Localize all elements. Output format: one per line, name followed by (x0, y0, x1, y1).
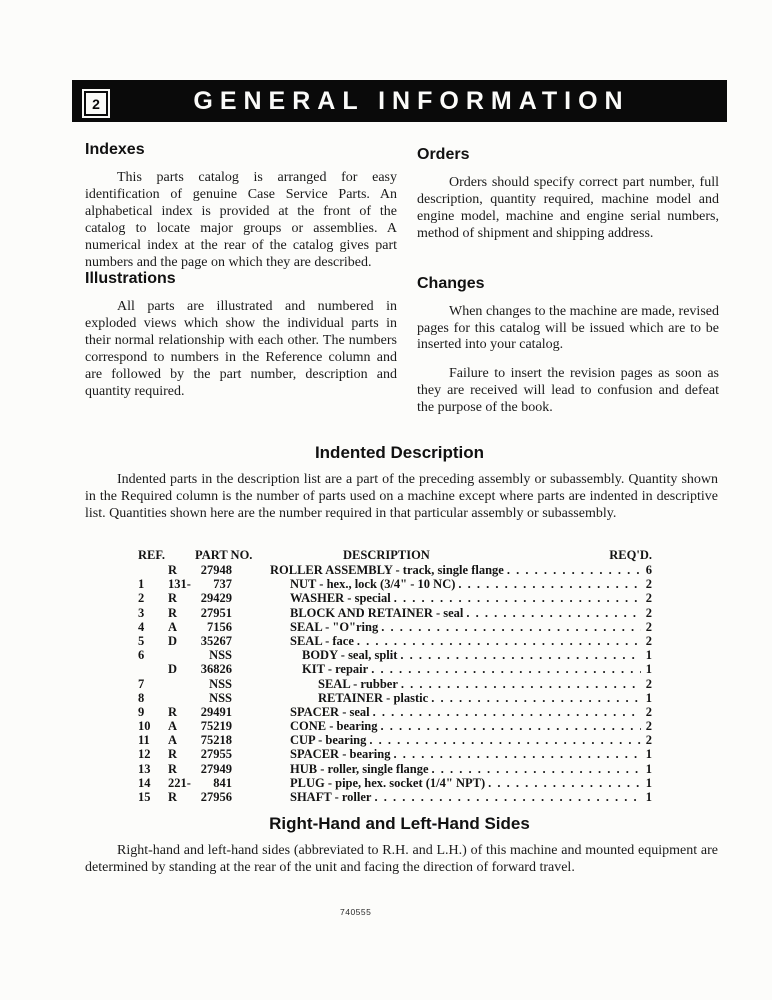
cell-part-prefix: 131- (168, 577, 191, 592)
cell-description (232, 662, 652, 677)
description-text: RETAINER - plastic (318, 690, 429, 705)
section-body-changes-1: When changes to the machine are made, revised pages for this catalog will be issued which are to be inserted into your catalog. (417, 303, 719, 353)
cell-description (232, 705, 652, 720)
cell-part-prefix: A (168, 733, 178, 748)
table-row (138, 705, 652, 719)
cell-quantity: 2 (645, 676, 652, 691)
cell-part-number: 36826 (200, 662, 232, 677)
cell-description (232, 719, 652, 734)
section-body-orders: Orders should specify correct part number, full description, quantity required, machine model and engine model, machine and engine serial numbers, method of shipment and shipping address. (417, 175, 719, 241)
table-row (138, 677, 652, 691)
cell-ref: 14 (138, 775, 151, 790)
table-row (138, 563, 652, 577)
cell-part-number: 29491 (200, 704, 232, 719)
cell-quantity: 1 (645, 790, 652, 804)
parts-table-body (138, 563, 652, 804)
section-heading-indented-description: Indented Description (314, 443, 485, 462)
cell-part-number: 75219 (200, 719, 232, 734)
cell-part-prefix: R (168, 605, 178, 620)
cell-description (232, 790, 652, 805)
cell-part-number: 35267 (200, 633, 232, 648)
table-row (138, 606, 652, 620)
dot-leader (400, 648, 641, 663)
cell-part-number: 27951 (200, 605, 232, 620)
cell-quantity: 1 (645, 775, 652, 790)
dot-leader (374, 790, 641, 805)
cell-description (232, 577, 652, 592)
cell-part-number: 27948 (200, 563, 232, 577)
description-text: SEAL - rubber (318, 676, 398, 691)
cell-part-prefix: R (168, 591, 178, 606)
dot-leader (431, 691, 641, 706)
cell-part-number: NSS (209, 690, 232, 705)
section-heading-illustrations: Illustrations (85, 270, 176, 288)
cell-quantity: 2 (645, 704, 652, 719)
dot-leader (394, 591, 641, 606)
cell-quantity: 1 (645, 690, 652, 705)
section-body-indented-description: Indented parts in the description list are a part of the preceding assembly or subassembly. Quantity shown in the Required column is the number of parts used on a machine except where parts are indented in descriptive list. Quantities shown here are the number required in that particular assembly or subassembly. (85, 472, 718, 522)
table-row (138, 747, 652, 761)
cell-ref: 5 (138, 633, 145, 648)
cell-quantity: 1 (645, 662, 652, 677)
table-row (138, 662, 652, 676)
cell-quantity: 6 (645, 563, 652, 577)
dot-leader (466, 606, 641, 621)
cell-part-number: 27955 (200, 747, 232, 762)
cell-part-number: 27949 (200, 761, 232, 776)
description-text: WASHER - special (290, 591, 391, 606)
cell-ref: 2 (138, 591, 145, 606)
dot-leader (432, 762, 641, 777)
footer-form-number: 740555 (340, 907, 372, 917)
cell-ref: 7 (138, 676, 145, 691)
description-text: NUT - hex., lock (3/4" - 10 NC) (290, 577, 456, 592)
cell-ref: 11 (138, 733, 150, 748)
description-text: KIT - repair (302, 662, 369, 677)
cell-quantity: 1 (645, 761, 652, 776)
parts-table-header (138, 548, 652, 563)
table-row (138, 591, 652, 605)
section-body-sides: Right-hand and left-hand sides (abbreviated to R.H. and L.H.) of this machine and mounted equipment are determined by standing at the rear of the unit and facing the direction of forward travel. (85, 843, 718, 876)
cell-quantity: 2 (645, 733, 652, 748)
cell-ref: 15 (138, 790, 151, 804)
page-number-box (84, 91, 108, 116)
column-header-ref: REF. (138, 548, 165, 562)
cell-part-prefix: R (168, 704, 178, 719)
cell-part-prefix: D (168, 662, 178, 677)
cell-ref: 12 (138, 747, 151, 762)
column-header-part-no: PART NO. (195, 548, 253, 562)
page-header-bar (72, 80, 727, 122)
cell-part-prefix: 221- (168, 775, 191, 790)
description-text: HUB - roller, single flange (290, 761, 429, 776)
cell-part-prefix: R (168, 563, 178, 577)
cell-description (232, 776, 652, 791)
description-text: SHAFT - roller (290, 790, 372, 804)
page-number: 2 (92, 95, 100, 112)
dot-leader (458, 577, 641, 592)
table-row (138, 790, 652, 804)
cell-ref: 10 (138, 719, 151, 734)
description-text: SPACER - seal (290, 704, 370, 719)
dot-leader (381, 620, 641, 635)
cell-quantity: 2 (645, 619, 652, 634)
table-row (138, 733, 652, 747)
cell-part-number: 29429 (200, 591, 232, 606)
cell-description (232, 606, 652, 621)
table-row (138, 620, 652, 634)
cell-quantity: 2 (645, 591, 652, 606)
section-heading-changes: Changes (417, 274, 485, 292)
cell-part-number: 75218 (200, 733, 232, 748)
cell-part-number: 27956 (200, 790, 232, 804)
page-title: GENERAL INFORMATION (193, 86, 630, 115)
cell-ref: 1 (138, 577, 145, 592)
column-header-description: DESCRIPTION (343, 548, 430, 562)
table-row (138, 634, 652, 648)
dot-leader (401, 677, 641, 692)
table-row (138, 691, 652, 705)
table-row (138, 762, 652, 776)
description-text: CUP - bearing (290, 733, 367, 748)
description-text: ROLLER ASSEMBLY - track, single flange (270, 563, 504, 577)
cell-ref: 6 (138, 648, 145, 663)
section-body-changes-2: Failure to insert the revision pages as soon as they are received will lead to confusion and defeat the purpose of the book. (417, 366, 719, 416)
cell-part-prefix: A (168, 719, 178, 734)
cell-description (232, 591, 652, 606)
cell-quantity: 2 (645, 577, 652, 592)
cell-part-prefix: R (168, 761, 178, 776)
cell-ref: 8 (138, 690, 145, 705)
table-row (138, 776, 652, 790)
left-column (85, 142, 397, 401)
cell-ref: 4 (138, 619, 145, 634)
cell-description (232, 677, 652, 692)
description-text: BODY - seal, split (302, 648, 398, 663)
dot-leader (357, 634, 641, 649)
section-body-illustrations: All parts are illustrated and numbered in exploded views which show the individual parts in their normal relationship with each other. The numbers correspond to numbers in the Reference column and are followed by the part number, description and quantity required. (85, 299, 397, 399)
table-row (138, 648, 652, 662)
cell-description (232, 563, 652, 578)
description-text: SEAL - face (290, 633, 354, 648)
cell-part-number: 7156 (207, 619, 232, 634)
cell-quantity: 2 (645, 719, 652, 734)
cell-ref: 13 (138, 761, 151, 776)
dot-leader (381, 719, 642, 734)
section-heading-orders: Orders (417, 146, 470, 163)
description-text: CONE - bearing (290, 719, 378, 734)
cell-description (232, 747, 652, 762)
table-row (138, 719, 652, 733)
cell-description (232, 733, 652, 748)
dot-leader (369, 733, 641, 748)
cell-part-number: NSS (209, 676, 232, 691)
cell-ref: 3 (138, 605, 145, 620)
cell-ref: 9 (138, 704, 145, 719)
cell-quantity: 2 (645, 605, 652, 620)
right-column (417, 147, 719, 417)
section-body-indexes: This parts catalog is arranged for easy identification of genuine Case Service Parts. An alphabetical index is provided at the front of the catalog to locate major groups or assemblies. A numerical index at the rear of the catalog gives part numbers and the page on which they are described. (85, 170, 397, 270)
cell-quantity: 1 (645, 747, 652, 762)
dot-leader (371, 662, 641, 677)
cell-description (232, 762, 652, 777)
parts-table (138, 548, 652, 804)
cell-part-number: 737 (213, 577, 232, 592)
cell-quantity: 2 (645, 633, 652, 648)
cell-description (232, 648, 652, 663)
dot-leader (507, 563, 641, 578)
cell-part-prefix: A (168, 619, 178, 634)
cell-description (232, 691, 652, 706)
dot-leader (393, 747, 641, 762)
section-heading-sides: Right-Hand and Left-Hand Sides (269, 814, 530, 833)
column-header-reqd: REQ'D. (609, 548, 652, 562)
table-row (138, 577, 652, 591)
cell-part-number: NSS (209, 648, 232, 663)
cell-description (232, 634, 652, 649)
cell-part-prefix: D (168, 633, 178, 648)
section-heading-indexes: Indexes (85, 141, 145, 158)
description-text: SPACER - bearing (290, 747, 391, 762)
description-text: PLUG - pipe, hex. socket (1/4" NPT) (290, 775, 486, 790)
cell-part-number: 841 (213, 775, 232, 790)
cell-part-prefix: R (168, 790, 178, 804)
cell-description (232, 620, 652, 635)
cell-part-prefix: R (168, 747, 178, 762)
description-text: SEAL - "O"ring (290, 619, 379, 634)
cell-quantity: 1 (645, 648, 652, 663)
dot-leader (488, 776, 641, 791)
description-text: BLOCK AND RETAINER - seal (290, 605, 464, 620)
dot-leader (373, 705, 641, 720)
